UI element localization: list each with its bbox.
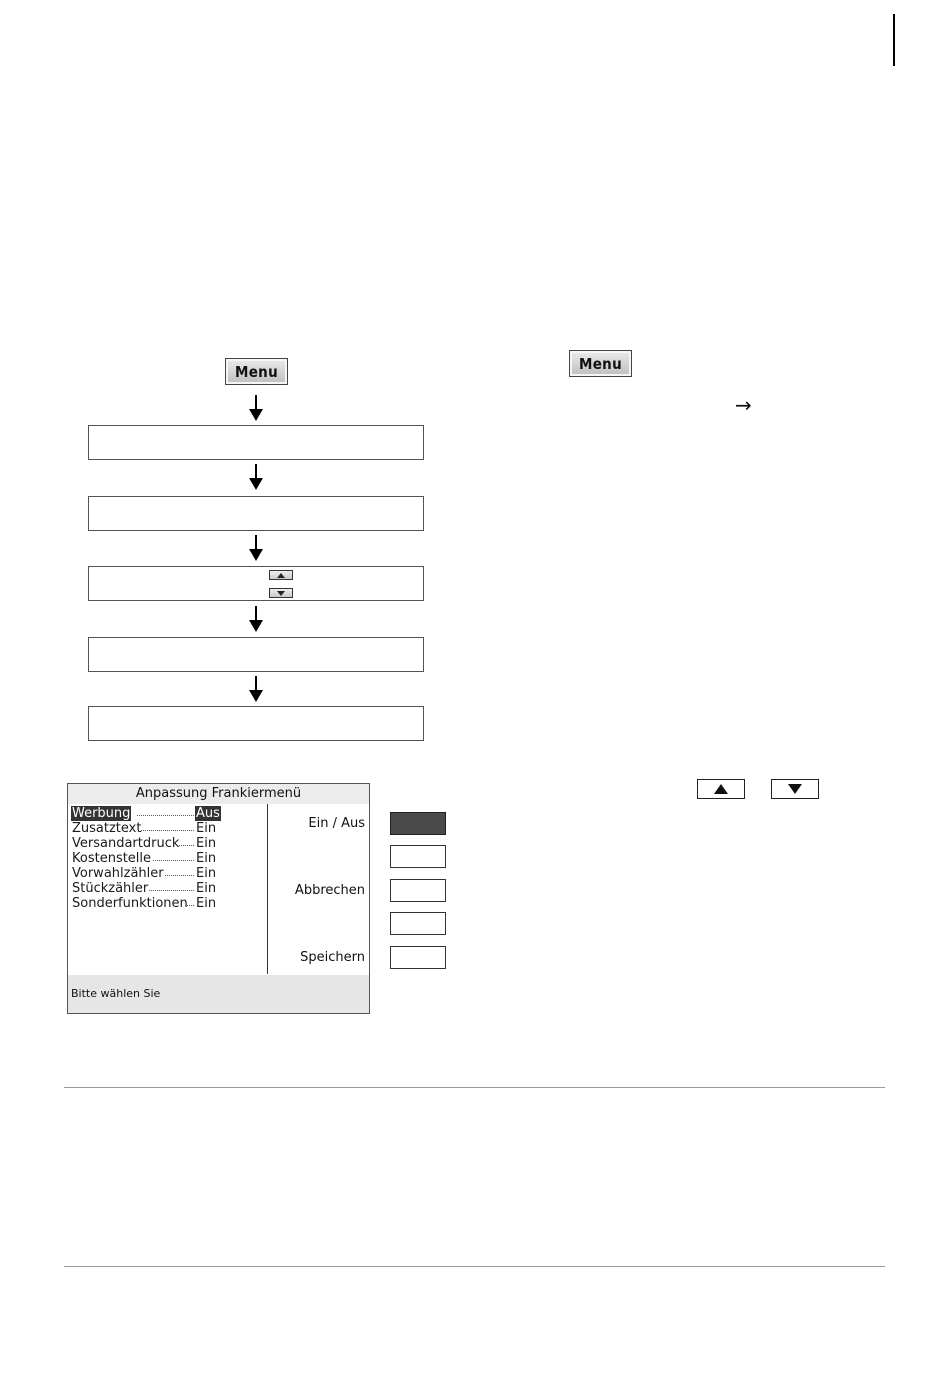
menu-item-kostenstelle[interactable] <box>71 851 223 866</box>
softkey-label-save: Speichern <box>300 950 365 965</box>
menu-item-value: Aus <box>196 806 220 821</box>
down-arrow-key-icon <box>771 779 819 799</box>
menu-item-value: Ein <box>196 851 217 866</box>
screen-title: Anpassung Frankiermenü <box>68 784 369 804</box>
flow-step-3 <box>88 566 424 601</box>
menu-item-werbung[interactable] <box>71 806 223 821</box>
flow-step-1 <box>88 425 424 460</box>
menu-item-label: Werbung <box>72 806 131 821</box>
menu-item-label: Sonderfunktionen <box>72 896 188 911</box>
down-key-icon <box>269 588 293 598</box>
menu-item-label: Vorwahlzähler <box>72 866 164 881</box>
menu-item-value: Ein <box>196 836 217 851</box>
up-arrow-key-icon <box>697 779 745 799</box>
up-key-icon <box>269 570 293 580</box>
leader-dots <box>179 845 194 846</box>
down-arrow-icon <box>249 690 263 702</box>
screen-divider <box>267 804 268 974</box>
flow-step-4 <box>88 637 424 672</box>
flow-step-2 <box>88 496 424 531</box>
menu-key-inline: Menu <box>569 350 632 377</box>
menu-item-sonderfunktionen[interactable] <box>71 896 223 911</box>
down-arrow-icon <box>249 409 263 421</box>
leader-dots <box>137 815 194 816</box>
softkey-label-cancel: Abbrechen <box>294 883 365 898</box>
menu-item-vorwahlzaehler[interactable] <box>71 866 223 881</box>
divider-rule <box>64 1266 885 1267</box>
softkey-label-toggle: Ein / Aus <box>308 816 365 831</box>
softkey-4-button[interactable] <box>390 912 446 935</box>
menu-item-versandartdruck[interactable] <box>71 836 223 851</box>
menu-item-value: Ein <box>196 821 217 836</box>
menu-item-value: Ein <box>196 881 217 896</box>
footer-prompt: Bitte wählen Sie <box>71 987 161 1000</box>
down-arrow-icon <box>249 478 263 490</box>
divider-rule <box>64 1087 885 1088</box>
leader-dots <box>141 830 194 831</box>
menu-item-stueckzaehler[interactable] <box>71 881 223 896</box>
menu-item-label: Versandartdruck <box>72 836 180 851</box>
page-edge-marker <box>893 14 895 66</box>
flow-step-5 <box>88 706 424 741</box>
leader-dots <box>149 890 194 891</box>
down-arrow-icon <box>249 549 263 561</box>
down-arrow-icon <box>249 620 263 632</box>
menu-item-label: Zusatztext <box>72 821 142 836</box>
softkey-cancel-button[interactable] <box>390 879 446 902</box>
menu-item-label: Stückzähler <box>72 881 149 896</box>
right-arrow-icon: → <box>735 393 752 417</box>
softkey-toggle-button[interactable] <box>390 812 446 835</box>
softkey-save-button[interactable] <box>390 946 446 969</box>
screen-footer <box>68 975 369 1013</box>
softkey-2-button[interactable] <box>390 845 446 868</box>
menu-item-value: Ein <box>196 896 217 911</box>
leader-dots <box>187 905 194 906</box>
menu-key: Menu <box>225 358 288 385</box>
menu-item-zusatztext[interactable] <box>71 821 223 836</box>
menu-item-value: Ein <box>196 866 217 881</box>
leader-dots <box>153 860 194 861</box>
menu-item-label: Kostenstelle <box>72 851 152 866</box>
leader-dots <box>165 875 194 876</box>
display-screen <box>67 783 370 1014</box>
